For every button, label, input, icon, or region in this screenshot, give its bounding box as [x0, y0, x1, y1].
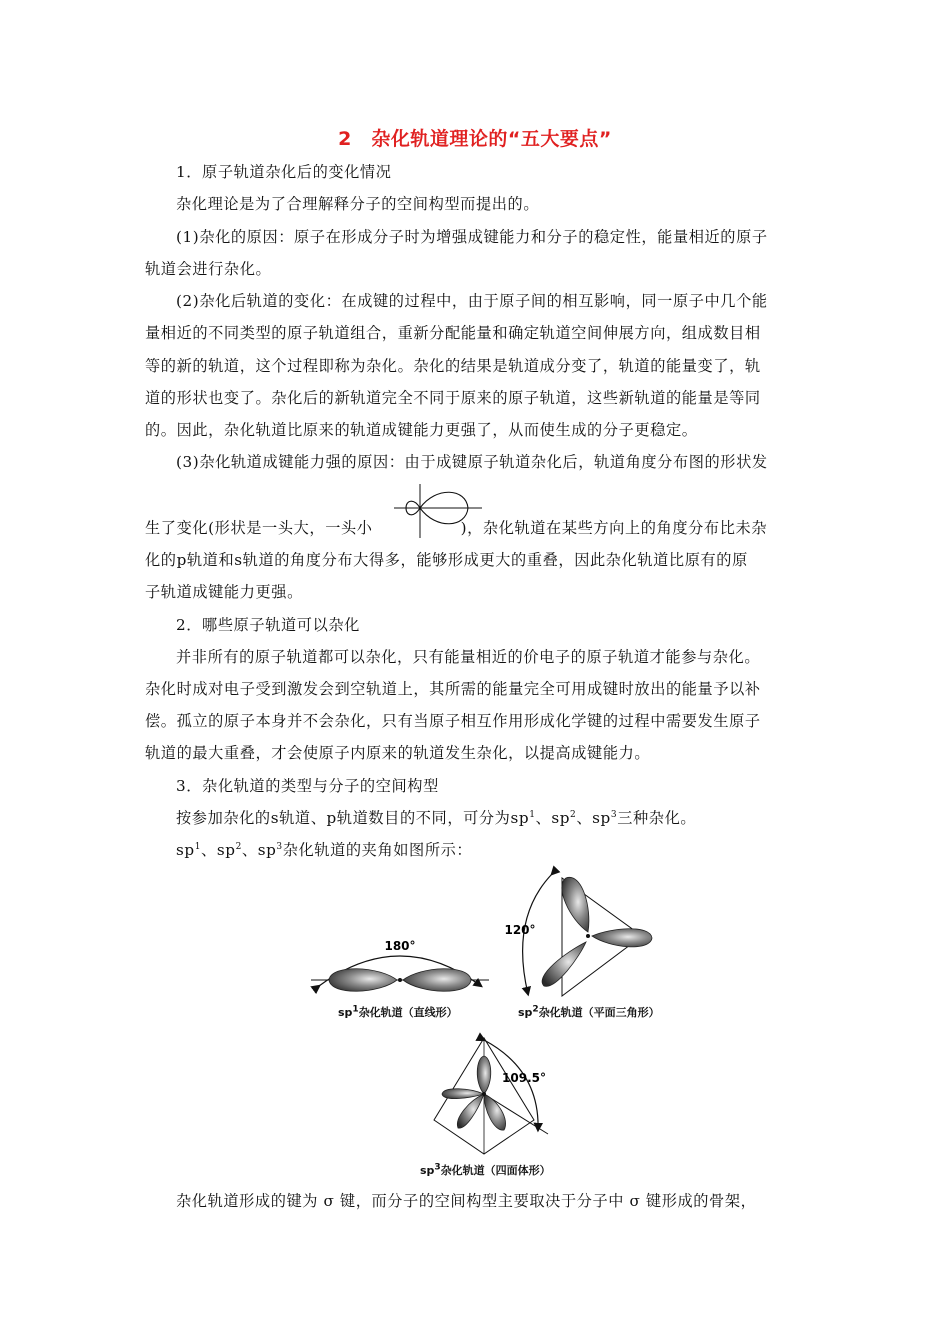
paragraph-strength-line1: (3)杂化轨道成键能力强的原因：由于成键原子轨道杂化后，轨道角度分布图的形状发 — [176, 453, 768, 471]
sp2-orbital-figure — [500, 858, 680, 1000]
paragraph-change-line4: 道的形状也变了。杂化后的新轨道完全不同于原来的原子轨道，这些新轨道的能量是等同 — [145, 389, 761, 407]
types-line1-end: 三种杂化。 — [617, 809, 697, 827]
paragraph-strength-line4: 子轨道成键能力更强。 — [145, 583, 303, 601]
paragraph-which-line4: 轨道的最大重叠，才会使原子内原来的轨道发生杂化，以提高成键能力。 — [145, 744, 651, 762]
section-title: 2 杂化轨道理论的“五大要点” — [338, 128, 612, 150]
paragraph-change-line1: (2)杂化后轨道的变化：在成键的过程中，由于原子间的相互影响，同一原子中几个能 — [176, 292, 768, 310]
sp-label: sp — [257, 841, 277, 859]
sp3-caption — [420, 1162, 551, 1178]
sup-3: 3 — [434, 1162, 441, 1173]
sp-label: sp — [592, 809, 611, 827]
paragraph-change-line3: 等的新的轨道，这个过程即称为杂化。杂化的结果是轨道成分变了，轨道的能量变了，轨 — [145, 357, 761, 375]
separator: 、 — [241, 841, 258, 859]
paragraph-change-line5: 的。因此，杂化轨道比原来的轨道成键能力更强了，从而使生成的分子更稳定。 — [145, 421, 698, 439]
types-line1-start: 按参加杂化的s轨道、p轨道数目的不同，可分为sp — [176, 809, 530, 827]
sp-label: sp — [176, 841, 195, 859]
sp1-caption — [338, 1004, 458, 1020]
sp1-angle-label: 180° — [384, 939, 416, 953]
paragraph-final: 杂化轨道形成的键为 σ 键，而分子的空间构型主要取决于分子中 σ 键形成的骨架， — [176, 1192, 757, 1210]
paragraph-intro: 杂化理论是为了合理解释分子的空间构型而提出的。 — [176, 195, 540, 213]
sp3-angle-label: 109.5° — [502, 1071, 546, 1085]
separator: 、 — [576, 809, 593, 827]
caption-text: 杂化轨道（四面体形） — [440, 1164, 551, 1177]
caption-sp: sp — [338, 1006, 353, 1019]
separator: 、 — [535, 809, 552, 827]
types-line2-end: 杂化轨道的夹角如图所示： — [282, 841, 473, 859]
paragraph-which-line2: 杂化时成对电子受到激发会到空轨道上，其所需的能量完全可用成键时放出的能量予以补 — [145, 680, 761, 698]
heading-3: 3．杂化轨道的类型与分子的空间构型 — [176, 777, 439, 795]
sup-3: 3 — [276, 841, 283, 852]
paragraph-which-line3: 偿。孤立的原子本身并不会杂化，只有当原子相互作用形成化学键的过程中需要发生原子 — [145, 712, 761, 730]
sup-3: 3 — [610, 809, 618, 820]
sp2-angle-label: 120° — [504, 923, 536, 937]
paragraph-which-line1: 并非所有的原子轨道都可以杂化，只有能量相近的价电子的原子轨道才能参与杂化。 — [176, 648, 761, 666]
heading-2: 2．哪些原子轨道可以杂化 — [176, 616, 360, 634]
caption-text: 杂化轨道（直线形） — [358, 1006, 458, 1019]
sup-1: 1 — [352, 1004, 359, 1015]
paragraph-reason-line1: (1)杂化的原因：原子在形成分子时为增强成键能力和分子的稳定性，能量相近的原子 — [176, 228, 768, 246]
sup-2: 2 — [570, 809, 577, 820]
strength-line2-start: 生了变化(形状是一头大，一头小 — [145, 519, 373, 537]
sup-2: 2 — [235, 841, 242, 852]
paragraph-change-line2: 量相近的不同类型的原子轨道组合，重新分配能量和确定轨道空间伸展方向，组成数目相 — [145, 324, 761, 342]
paragraph-types-line2 — [145, 834, 839, 866]
hybrid-orbital-inline-figure — [392, 480, 484, 542]
sup-2: 2 — [532, 1004, 539, 1015]
sp1-orbital-figure — [305, 930, 495, 1000]
paragraph-reason-line2: 轨道会进行杂化。 — [145, 260, 272, 278]
paragraph-strength-line3: 化的p轨道和s轨道的角度分布大得多，能够形成更大的重叠，因此杂化轨道比原有的原 — [145, 551, 748, 569]
sp2-caption — [518, 1004, 660, 1020]
sp-label: sp — [216, 841, 236, 859]
caption-text: 杂化轨道（平面三角形） — [538, 1006, 660, 1019]
paragraph-types-line1 — [145, 802, 839, 834]
separator: 、 — [201, 841, 217, 859]
sp3-orbital-figure — [420, 1030, 560, 1160]
strength-line2-end: )，杂化轨道在某些方向上的角度分布比未杂 — [460, 519, 768, 537]
sup-1: 1 — [194, 841, 202, 852]
heading-1: 1．原子轨道杂化后的变化情况 — [176, 163, 392, 181]
sp-label: sp — [551, 809, 571, 827]
caption-sp: sp — [518, 1006, 533, 1019]
caption-sp: sp — [420, 1164, 435, 1177]
sup-1: 1 — [529, 809, 536, 820]
